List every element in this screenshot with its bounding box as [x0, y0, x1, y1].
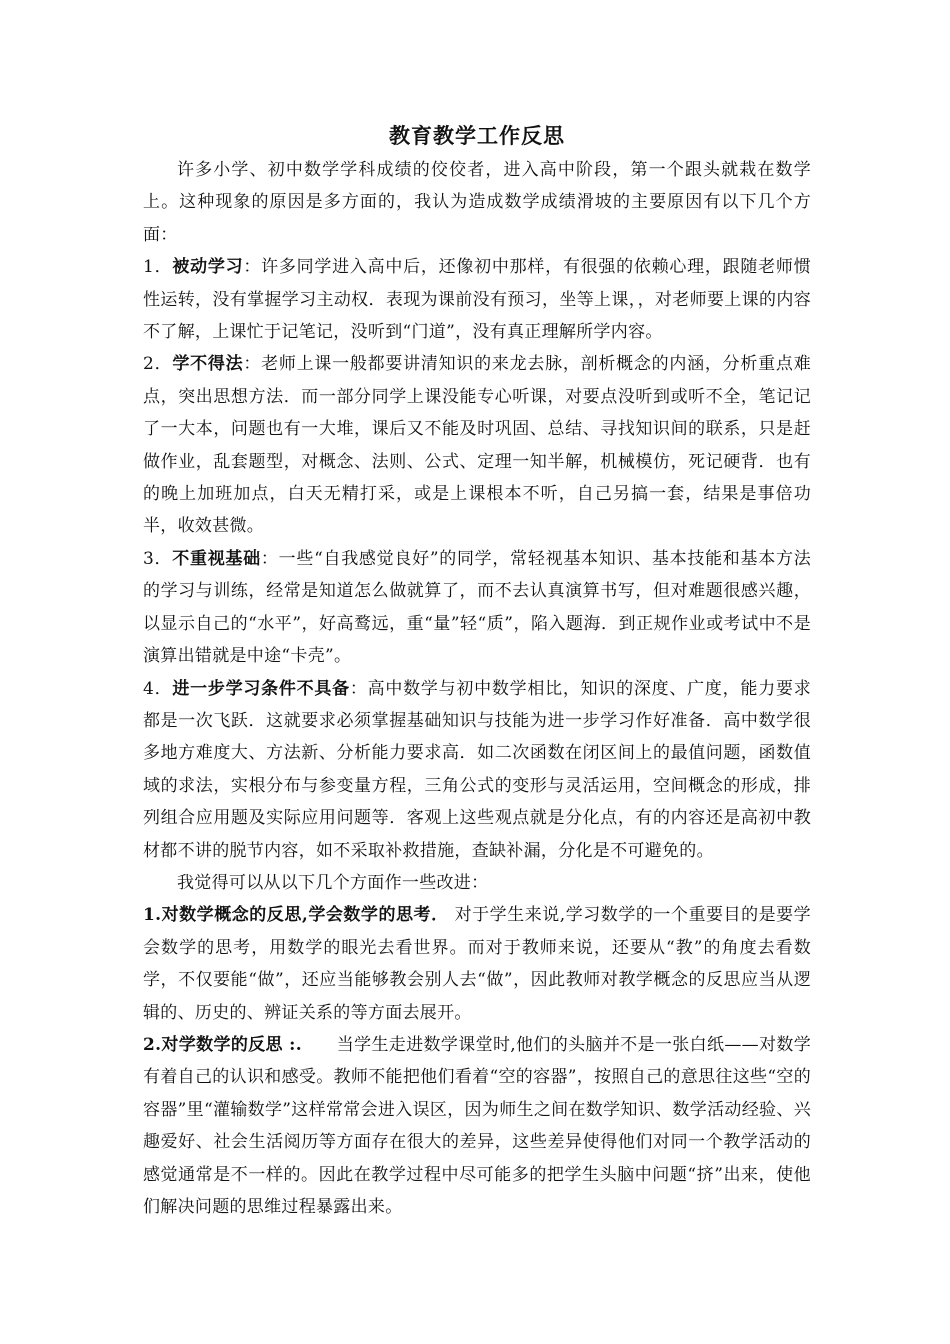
point-3-paragraph — [143, 543, 811, 673]
point-2-heading: 学不得法 — [172, 354, 244, 375]
point-3-text: 一些“自我感觉良好”的同学，常轻视基本知识、基本技能和基本方法的学习与训练，经常是知道怎么做就算了，而不去认真演算书写，但对难题很感兴趣，以显示自己的“水平”，好高鹜远，重“量”轻“质”，陷入题海．到正规作业或考试中不是演算出错就是中途“卡壳”。 — [143, 548, 811, 667]
point-3-heading: 不重视基础 — [172, 548, 261, 569]
point-1-separator: ： — [243, 257, 262, 278]
improvement-1-heading: 1.对数学概念的反思,学会数学的思考． — [143, 905, 449, 926]
transition-paragraph: 我觉得可以从以下几个方面作一些改进： — [177, 872, 489, 893]
point-2-text: 老师上课一般都要讲清知识的来龙去脉，剖析概念的内涵，分析重点难点，突出思想方法．而一部分同学上课没能专心听课，对要点没听到或听不全，笔记记了一大本，问题也有一大堆，课后又不能及时巩固、总结、寻找知识间的联系，只是赶做作业，乱套题型，对概念、法则、公式、定理一知半解，机械模仿，死记硬背．也有的晚上加班加点，白天无精打采，或是上课根本不听，自己另搞一套，结果是事倍功半，收效甚微。 — [143, 354, 811, 537]
point-3-separator: ： — [260, 548, 279, 569]
point-2-number: 2． — [143, 354, 173, 375]
document-page — [143, 118, 811, 1223]
point-2-separator: ： — [243, 354, 262, 375]
improvement-2-text: 当学生走进数学课堂时,他们的头脑并不是一张白纸——对数学有着自己的认识和感受。教师不能把他们看着“空的容器”，按照自己的意思往这些“空的容器”里“灌输数学”这样常常会进入误区，因为师生之间在数学知识、数学活动经验、兴趣爱好、社会生活阅历等方面存在很大的差异，这些差异使得他们对同一个教学活动的感觉通常是不一样的。因此在教学过程中尽可能多的把学生头脑中问题“挤”出来，使他们解决问题的思维过程暴露出来。 — [143, 1034, 811, 1217]
intro-paragraph: 许多小学、初中数学学科成绩的佼佼者，进入高中阶段，第一个跟头就栽在数学上。这种现象的原因是多方面的，我认为造成数学成绩滑坡的主要原因有以下几个方面： — [143, 160, 811, 245]
point-1-paragraph — [143, 251, 811, 348]
point-2-paragraph — [143, 348, 811, 542]
point-1-heading: 被动学习 — [172, 257, 244, 278]
improvement-1-paragraph — [143, 899, 811, 1029]
improvement-2-heading: 2.对学数学的反思 :. — [143, 1034, 302, 1055]
point-4-heading: 进一步学习条件不具备 — [172, 678, 350, 699]
point-4-separator: ： — [349, 678, 368, 699]
point-4-paragraph — [143, 673, 811, 867]
document-title: 教育教学工作反思 — [389, 124, 565, 148]
improvement-1-text: 对于学生来说,学习数学的一个重要目的是要学会数学的思考，用数学的眼光去看世界。而对于教师来说，还要从“教”的角度去看数学，不仅要能“做”，还应当能够教会别人去“做”，因此教师对教学概念的反思应当从逻辑的、历史的、辨证关系的等方面去展开。 — [143, 905, 811, 1023]
point-3-number: 3． — [143, 548, 173, 569]
improvement-2-paragraph — [143, 1029, 811, 1223]
point-4-number: 4． — [143, 678, 173, 699]
point-4-text: 高中数学与初中数学相比，知识的深度、广度，能力要求都是一次飞跃．这就要求必须掌握基础知识与技能为进一步学习作好准备．高中数学很多地方难度大、方法新、分析能力要求高．如二次函数在闭区间上的最值问题，函数值域的求法，实根分布与参变量方程，三角公式的变形与灵活运用，空间概念的形成，排列组合应用题及实际应用问题等．客观上这些观点就是分化点，有的内容还是高初中教材都不讲的脱节内容，如不采取补救措施，查缺补漏，分化是不可避免的。 — [143, 678, 811, 861]
point-1-text: 许多同学进入高中后，还像初中那样，有很强的依赖心理，跟随老师惯性运转，没有掌握学习主动权．表现为课前没有预习，坐等上课，，对老师要上课的内容不了解，上课忙于记笔记，没听到“门道”，没有真正理解所学内容。 — [143, 257, 811, 343]
point-1-number: 1． — [143, 257, 173, 278]
